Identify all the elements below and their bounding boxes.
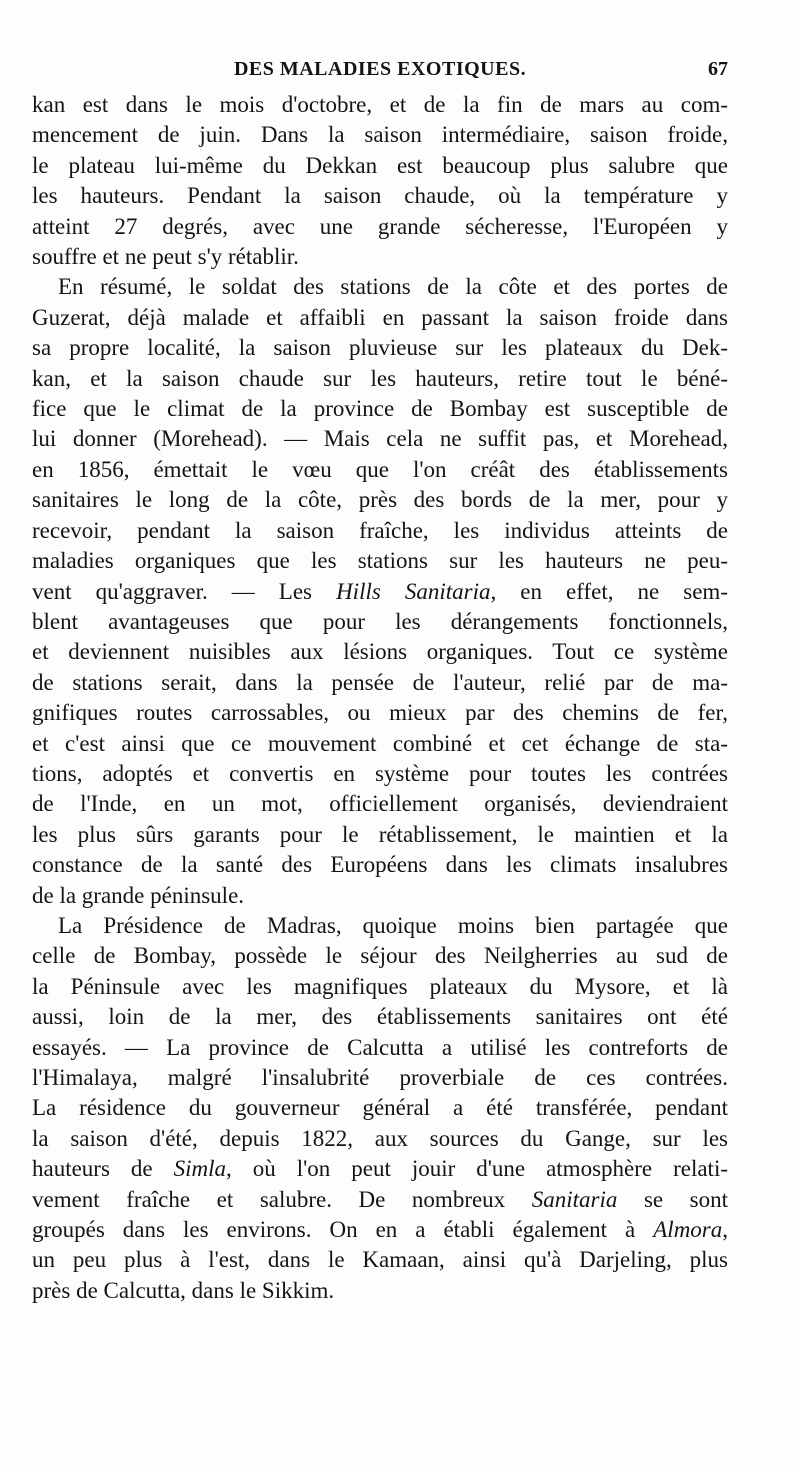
paragraph-1 [32,90,728,272]
running-head [32,56,728,90]
text-line: les hauteurs. Pendant la saison chaude, où la température y [32,183,728,209]
text-line: mencement de juin. Dans la saison intermédiaire, saison froide, [32,122,728,148]
text-line: fice que le climat de la province de Bombay est susceptible de [32,396,728,422]
text-line: vent qu'aggraver. — Les Hills Sanitaria, en effet, ne sem- [32,578,728,604]
text-line: blent avantageuses que pour les dérangements fonctionnels, [32,608,728,634]
text-line: de l'Inde, en un mot, officiellement organisés, deviendraient [32,791,728,817]
text-line: de stations serait, dans la pensée de l'auteur, relié par de ma- [32,669,728,695]
text-line: près de Calcutta, dans le Sikkim. [32,1277,335,1303]
text-line: celle de Bombay, possède le séjour des Neilgherries au sud de [32,943,728,969]
text-line: aussi, loin de la mer, des établissements sanitaires ont été [32,1004,728,1030]
text-line: recevoir, pendant la saison fraîche, les individus atteints de [32,517,728,543]
text-line: un peu plus à l'est, dans le Kamaan, ainsi qu'à Darjeling, plus [32,1247,728,1273]
text-line: lui donner (Morehead). — Mais cela ne suffit pas, et Morehead, [32,426,728,452]
text-line: kan, et la saison chaude sur les hauteurs, retire tout le béné- [32,365,728,391]
text-line: l'Himalaya, malgré l'insalubrité proverbiale de ces contrées. [32,1065,728,1090]
book-page [32,56,728,1306]
text-line: en 1856, émettait le vœu que l'on créât des établissements [32,456,728,482]
text-line: atteint 27 degrés, avec une grande sécheresse, l'Européen y [32,213,728,239]
text-line: La Présidence de Madras, quoique moins bien partagée que [58,912,728,938]
text-line: et deviennent nuisibles aux lésions organiques. Tout ce système [32,639,728,665]
text-line: sa propre localité, la saison pluvieuse sur les plateaux du Dek- [32,335,728,361]
text-line: gnifiques routes carrossables, ou mieux par des chemins de fer, [32,700,728,726]
text-line: de la grande péninsule. [32,882,245,908]
text-line: le plateau lui-même du Dekkan est beaucoup plus salubre que [32,152,728,178]
text-line: tions, adoptés et convertis en système pour toutes les contrées [32,760,728,786]
paragraph-3 [32,911,728,1306]
text-line: la saison d'été, depuis 1822, aux sources du Gange, sur les [32,1125,728,1151]
text-line: hauteurs de Simla, où l'on peut jouir d'une atmosphère relati- [32,1156,728,1182]
page-number: 67 [708,58,728,80]
text-line: sanitaires le long de la côte, près des bords de la mer, pour y [32,487,728,513]
text-line: souffre et ne peut s'y rétablir. [32,244,299,270]
text-line: les plus sûrs garants pour le rétablissement, le maintien et la [32,821,728,847]
text-line: En résumé, le soldat des stations de la côte et des portes de [58,274,728,300]
text-line: la Péninsule avec les magnifiques plateaux du Mysore, et là [32,973,728,999]
text-line: et c'est ainsi que ce mouvement combiné et cet échange de sta- [32,730,728,756]
text-line: kan est dans le mois d'octobre, et de la fin de mars au com- [32,92,728,117]
text-line: constance de la santé des Européens dans les climats insalubres [32,852,728,878]
text-line: La résidence du gouverneur général a été transférée, pendant [32,1095,728,1121]
text-line: Guzerat, déjà malade et affaibli en passant la saison froide dans [32,304,728,330]
paragraph-2 [32,272,728,911]
text-line: vement fraîche et salubre. De nombreux Sanitaria se sont [32,1186,728,1212]
text-line: groupés dans les environs. On en a établi également à Almora, [32,1217,728,1243]
running-title: DES MALADIES EXOTIQUES. [233,58,527,80]
text-line: maladies organiques que les stations sur les hauteurs ne peu- [32,548,728,574]
text-line: essayés. — La province de Calcutta a utilisé les contreforts de [32,1034,728,1060]
